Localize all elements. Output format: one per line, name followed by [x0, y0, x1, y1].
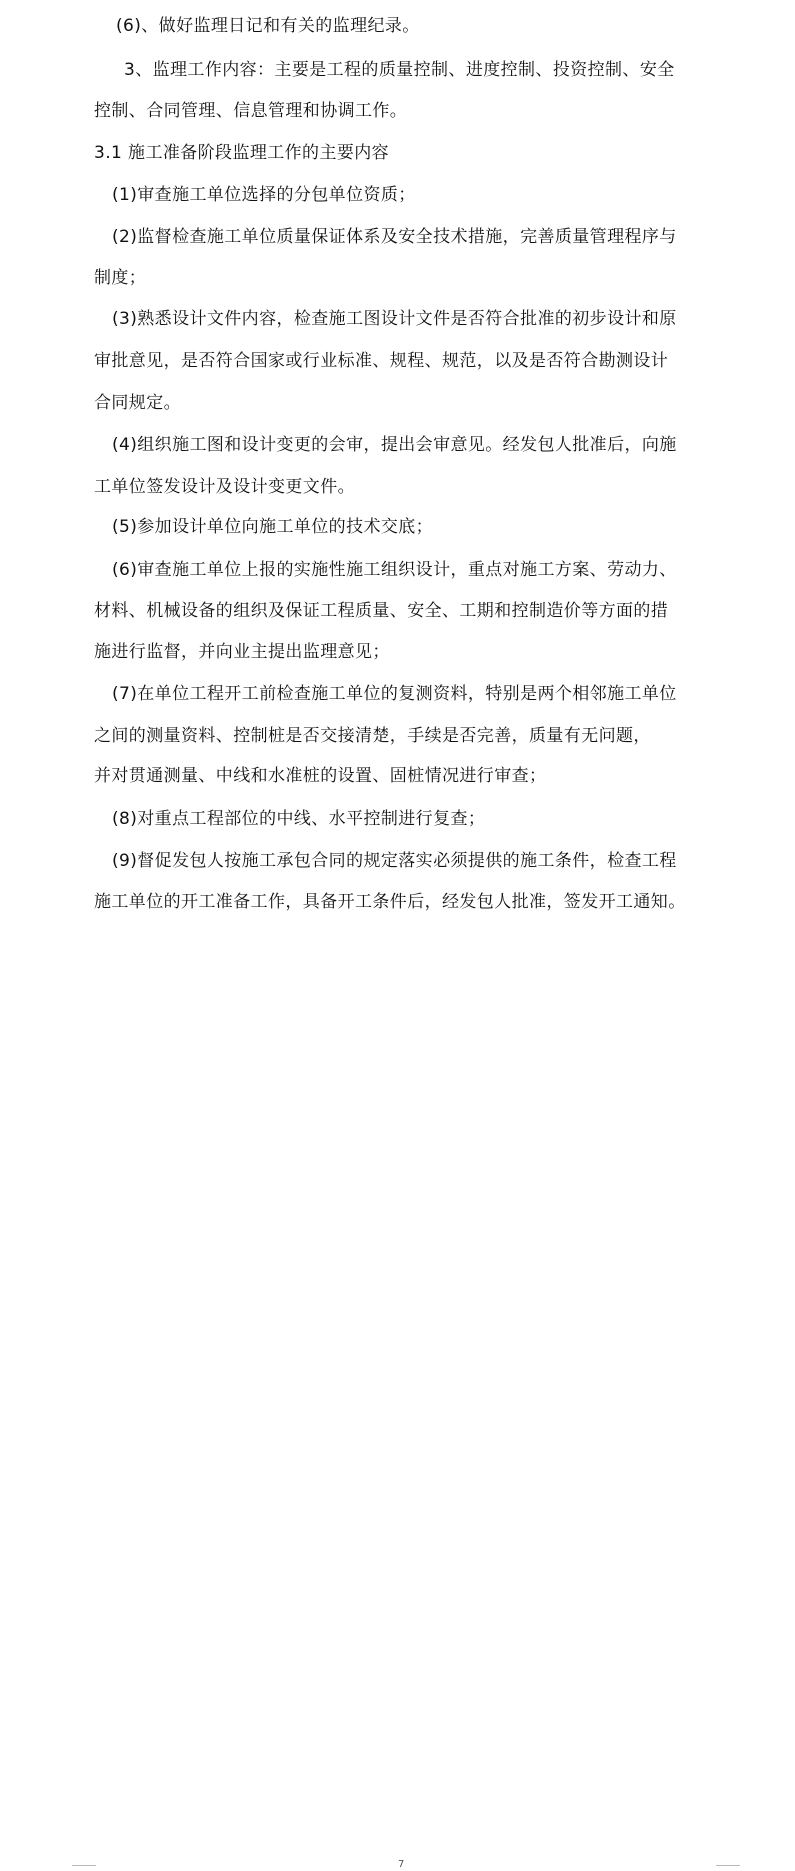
- text-line: 之间的测量资料、控制桩是否交接清楚，手续是否完善，质量有无问题，: [94, 726, 651, 746]
- page-number: 7: [398, 1859, 405, 1870]
- text-line: 3、监理工作内容：主要是工程的质量控制、进度控制、投资控制、安全: [124, 60, 675, 80]
- text-line: (5)参加设计单位向施工单位的技术交底；: [112, 517, 434, 537]
- text-line: (7)在单位工程开工前检查施工单位的复测资料，特别是两个相邻施工单位: [112, 684, 677, 704]
- page-corner-mark-right: [716, 1865, 740, 1866]
- page-corner-mark-left: [72, 1865, 96, 1866]
- text-line: (6)、做好监理日记和有关的监理纪录。: [116, 16, 420, 36]
- text-line: 审批意见，是否符合国家或行业标准、规程、规范，以及是否符合勘测设计: [94, 351, 669, 371]
- text-line: (9)督促发包人按施工承包合同的规定落实必须提供的施工条件，检查工程: [112, 851, 677, 871]
- page-footer: [0, 930, 795, 1870]
- text-line: 工单位签发设计及设计变更文件。: [94, 477, 355, 497]
- section-heading: 3.1 施工准备阶段监理工作的主要内容: [94, 143, 390, 163]
- text-line: 合同规定。: [94, 393, 181, 413]
- text-line: (4)组织施工图和设计变更的会审，提出会审意见。经发包人批准后，向施: [112, 435, 677, 455]
- text-line: (1)审查施工单位选择的分包单位资质；: [112, 185, 416, 205]
- text-line: 材料、机械设备的组织及保证工程质量、安全、工期和控制造价等方面的措: [94, 601, 669, 621]
- text-line: 并对贯通测量、中线和水准桩的设置、固桩情况进行审查；: [94, 766, 547, 786]
- text-line: 制度；: [94, 268, 147, 288]
- text-line: 施工单位的开工准备工作，具备开工条件后，经发包人批准，签发开工通知。: [94, 892, 686, 912]
- text-line: (3)熟悉设计文件内容，检查施工图设计文件是否符合批准的初步设计和原: [112, 309, 677, 329]
- text-line: (8)对重点工程部位的中线、水平控制进行复查；: [112, 809, 486, 829]
- text-line: (2)监督检查施工单位质量保证体系及安全技术措施，完善质量管理程序与: [112, 227, 677, 247]
- text-line: (6)审查施工单位上报的实施性施工组织设计，重点对施工方案、劳动力、: [112, 560, 677, 580]
- text-line: 控制、合同管理、信息管理和协调工作。: [94, 101, 408, 121]
- text-line: 施进行监督，并向业主提出监理意见；: [94, 642, 390, 662]
